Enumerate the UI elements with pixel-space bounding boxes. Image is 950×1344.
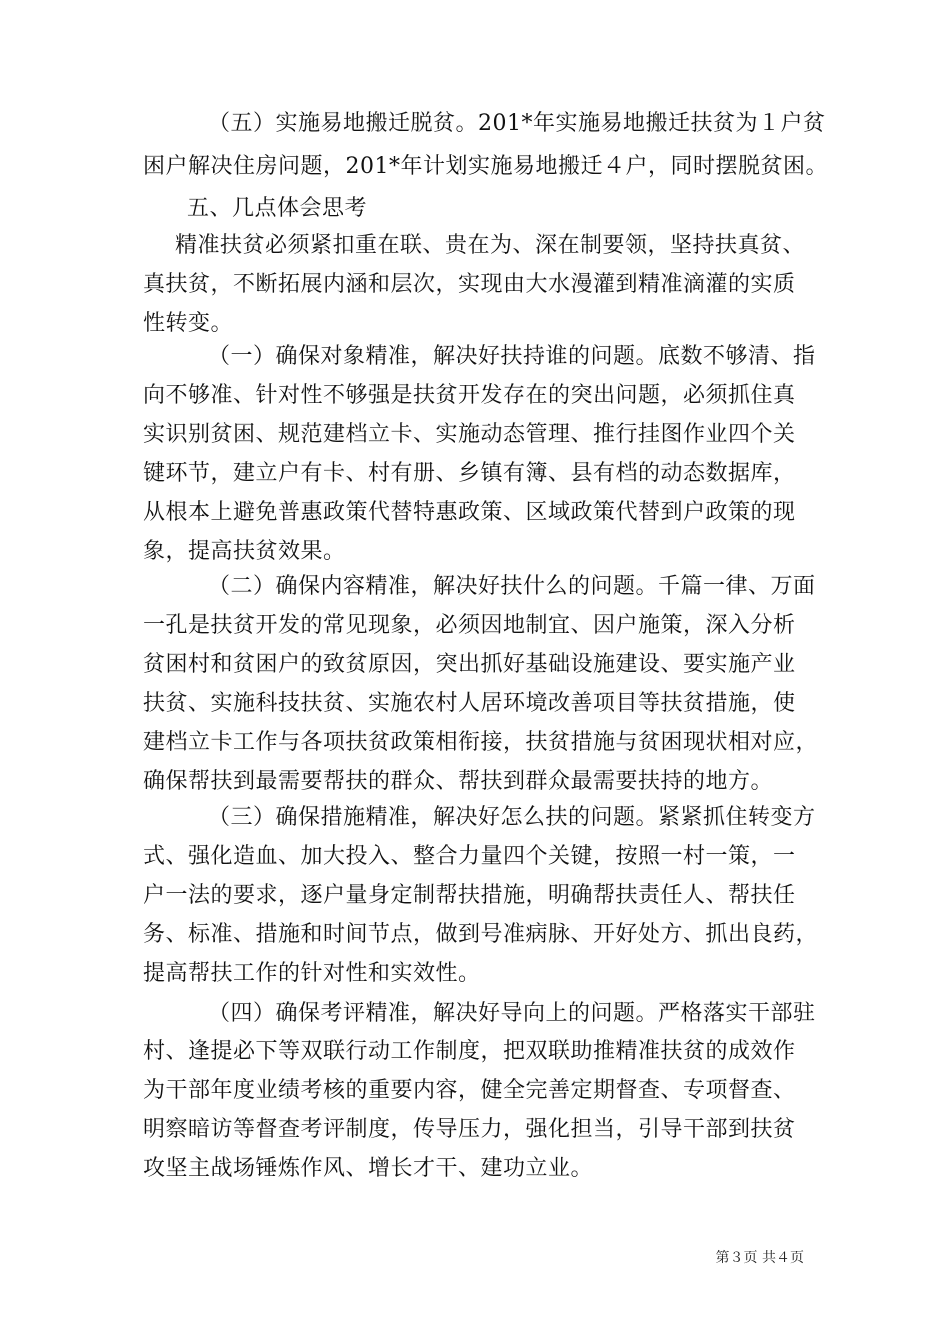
text-line: 村、逢提必下等双联行动工作制度，把双联助推精准扶贫的成效作 xyxy=(143,1039,796,1064)
text-line: 向不够准、针对性不够强是扶贫开发存在的突出问题，必须抓住真 xyxy=(143,383,796,408)
text-line: （一）确保对象精准，解决好扶持谁的问题。底数不够清、指 xyxy=(208,344,816,369)
section-heading: 五、几点体会思考 xyxy=(187,196,368,221)
text-line: 精准扶贫必须紧扣重在联、贵在为、深在制要领，坚持扶真贫、 xyxy=(175,233,806,258)
text-line: 扶贫、实施科技扶贫、实施农村人居环境改善项目等扶贫措施，使 xyxy=(143,691,796,716)
text-line: 务、标准、措施和时间节点，做到号准病脉、开好处方、抓出良药， xyxy=(143,922,819,947)
text-line: 困户解决住房问题，201*年计划实施易地搬迁４户，同时摆脱贫困。 xyxy=(143,154,828,179)
text-line: 真扶贫，不断拓展内涵和层次，实现由大水漫灌到精准滴灌的实质 xyxy=(143,272,796,297)
text-line: （五）实施易地搬迁脱贫。201*年实施易地搬迁扶贫为１户贫 xyxy=(208,111,826,136)
page-number: 第３页 共４页 xyxy=(715,1250,804,1266)
text-line: 式、强化造血、加大投入、整合力量四个关键，按照一村一策，一 xyxy=(143,844,796,869)
text-line: 键环节，建立户有卡、村有册、乡镇有簿、县有档的动态数据库， xyxy=(143,461,796,486)
text-line: 一孔是扶贫开发的常见现象，必须因地制宜、因户施策，深入分析 xyxy=(143,613,796,638)
text-line: 为干部年度业绩考核的重要内容，健全完善定期督查、专项督查、 xyxy=(143,1078,796,1103)
text-line: 确保帮扶到最需要帮扶的群众、帮扶到群众最需要扶持的地方。 xyxy=(143,769,774,794)
text-line: 象，提高扶贫效果。 xyxy=(143,539,346,564)
text-line: 攻坚主战场锤炼作风、增长才干、建功立业。 xyxy=(143,1156,594,1181)
text-line: 实识别贫困、规范建档立卡、实施动态管理、推行挂图作业四个关 xyxy=(143,422,796,447)
text-line: 提高帮扶工作的针对性和实效性。 xyxy=(143,961,481,986)
text-line: 性转变。 xyxy=(143,311,234,336)
text-line: 户一法的要求，逐户量身定制帮扶措施，明确帮扶责任人、帮扶任 xyxy=(143,883,796,908)
text-line: （二）确保内容精准，解决好扶什么的问题。千篇一律、万面 xyxy=(208,574,816,599)
text-line: 明察暗访等督查考评制度，传导压力，强化担当，引导干部到扶贫 xyxy=(143,1117,796,1142)
text-line: 建档立卡工作与各项扶贫政策相衔接，扶贫措施与贫困现状相对应， xyxy=(143,730,819,755)
text-line: （四）确保考评精准，解决好导向上的问题。严格落实干部驻 xyxy=(208,1001,816,1026)
text-line: 贫困村和贫困户的致贫原因，突出抓好基础设施建设、要实施产业 xyxy=(143,652,796,677)
text-line: 从根本上避免普惠政策代替特惠政策、区域政策代替到户政策的现 xyxy=(143,500,796,525)
text-line: （三）确保措施精准，解决好怎么扶的问题。紧紧抓住转变方 xyxy=(208,805,816,830)
